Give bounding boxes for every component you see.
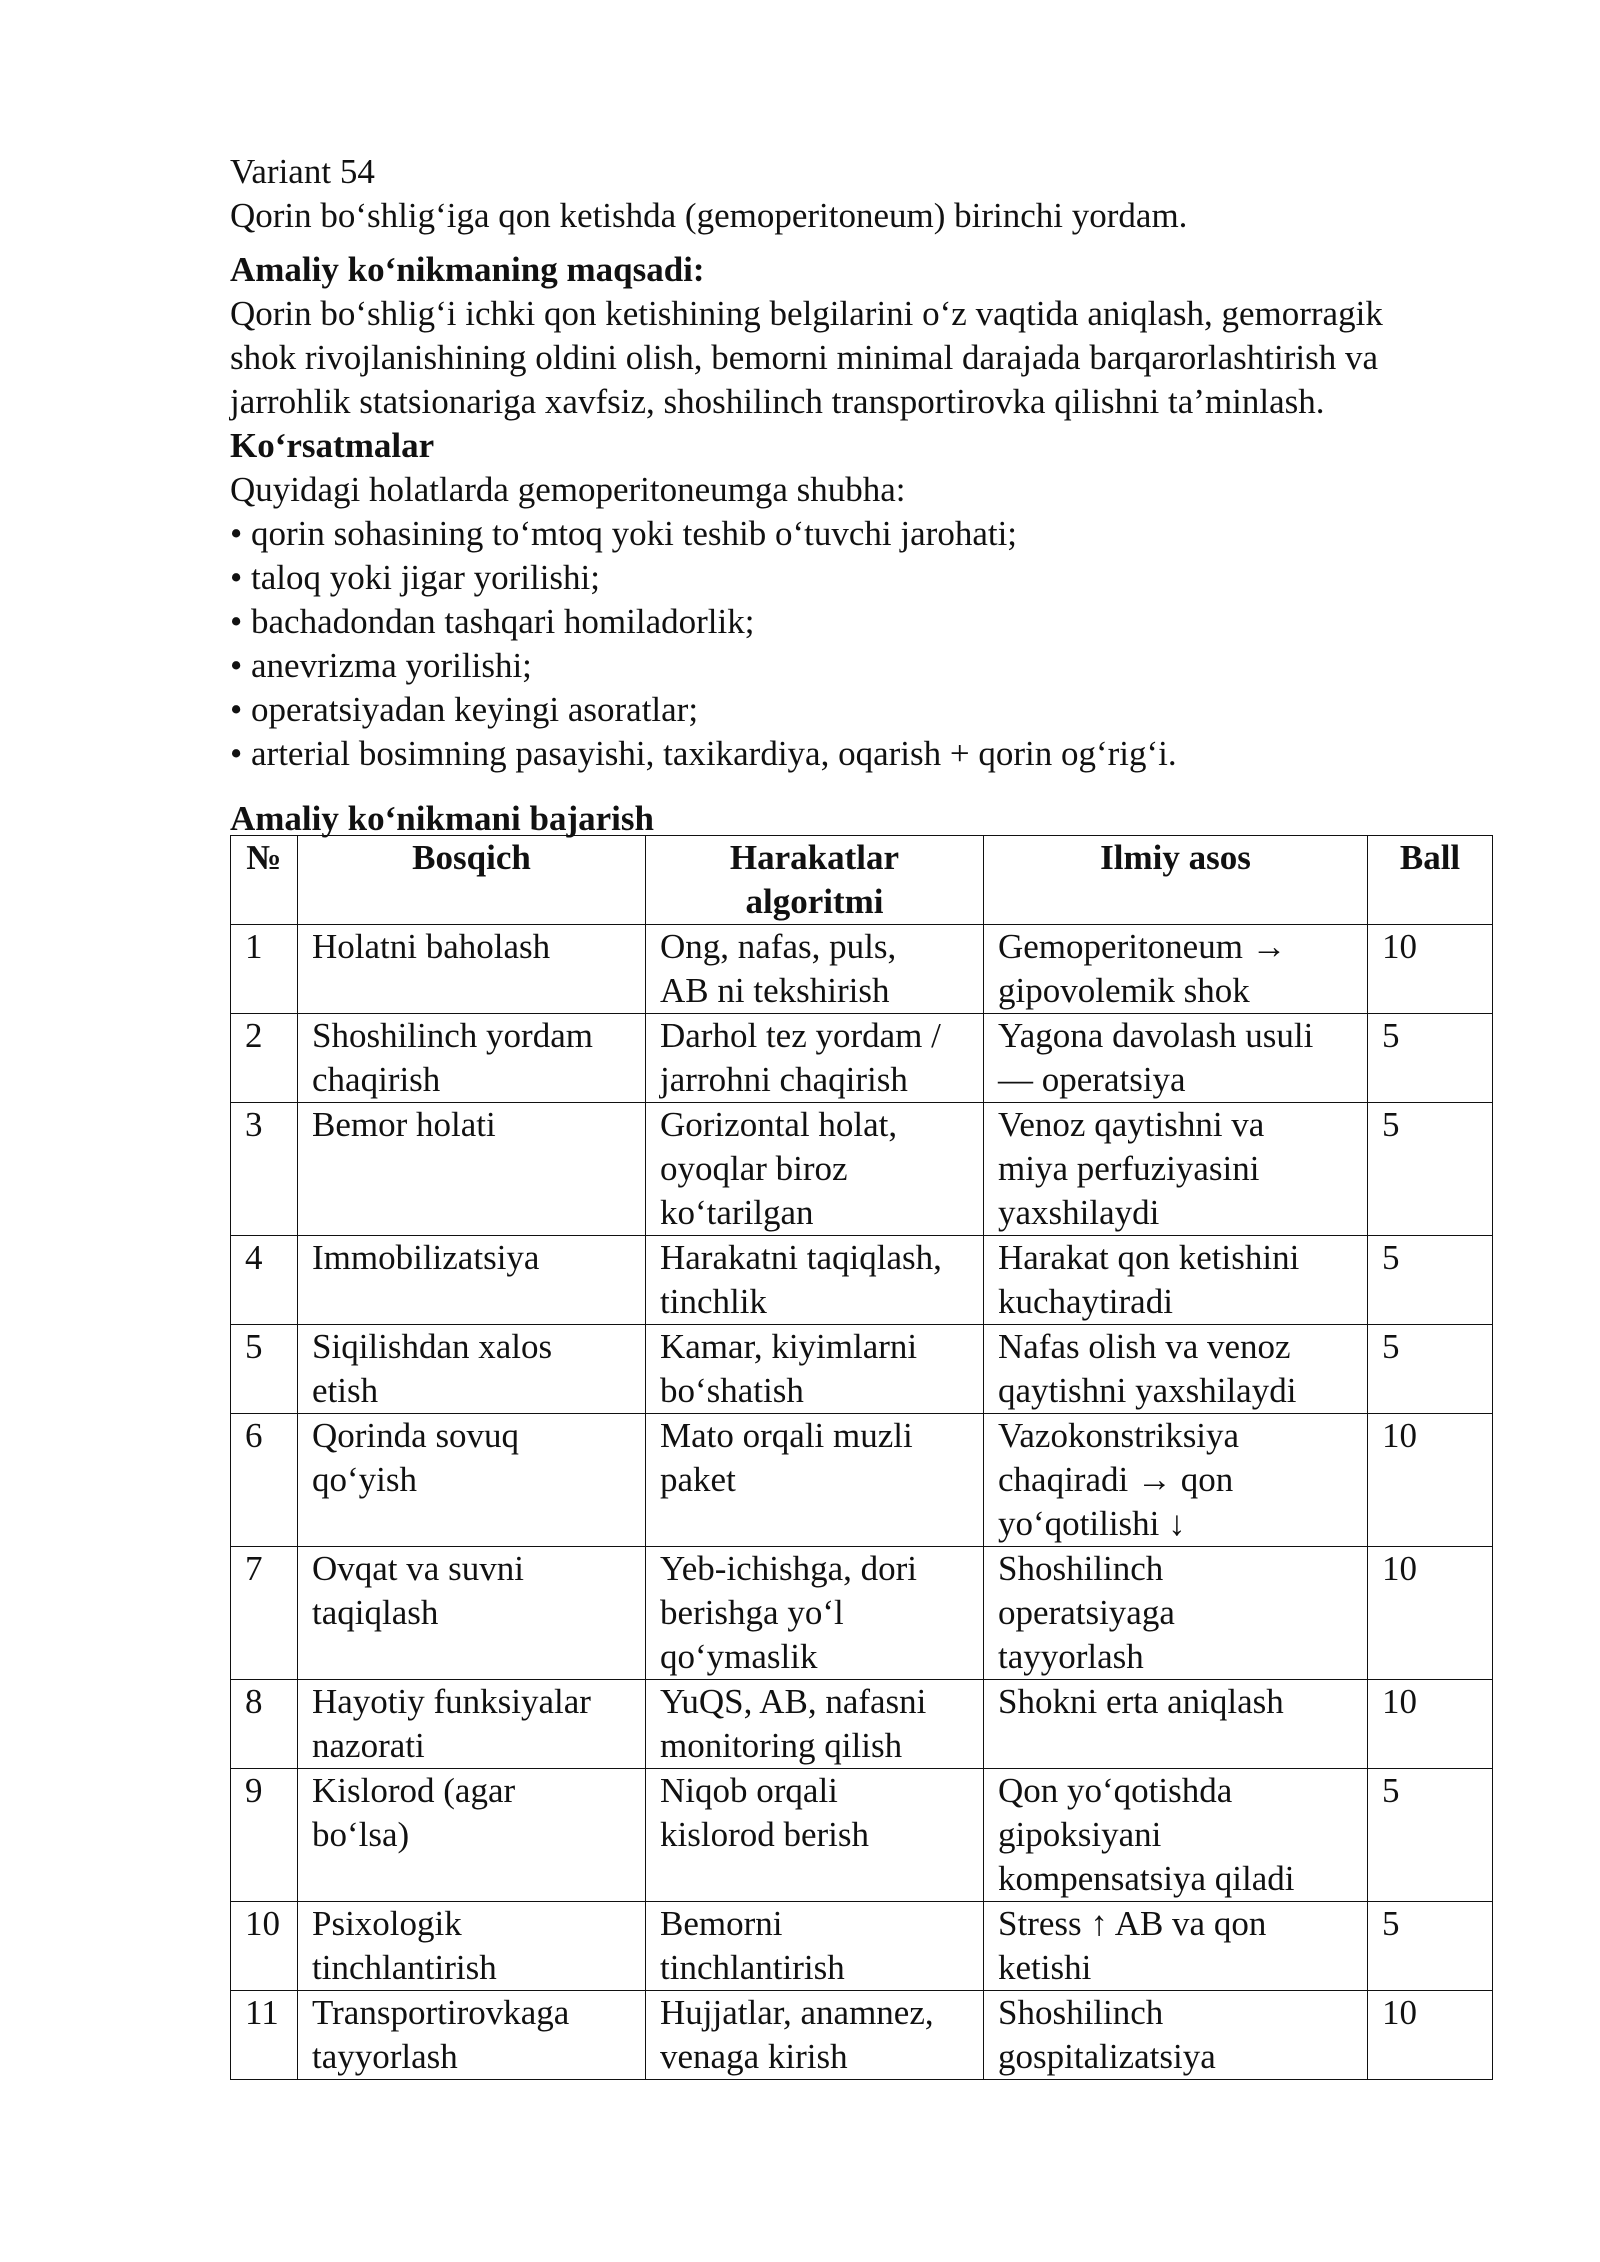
cell-basis (984, 1902, 1368, 1991)
cell-basis-line: yaxshilaydi (998, 1193, 1160, 1232)
cell-action-line: Yeb-ichishga, dori (660, 1549, 917, 1588)
cell-action-line: Ong, nafas, puls, (660, 927, 897, 966)
table-row (231, 1325, 1493, 1414)
cell-action-line: AB ni tekshirish (660, 971, 890, 1010)
cell-stage-line: Immobilizatsiya (312, 1238, 540, 1277)
cell-stage (298, 925, 646, 1014)
cell-action (646, 1769, 984, 1902)
cell-action-line: berishga yo‘l (660, 1593, 844, 1632)
cell-action (646, 925, 984, 1014)
cell-basis (984, 1236, 1368, 1325)
cell-stage-line: taqiqlash (312, 1593, 439, 1632)
header-algorithm-line: algoritmi (745, 882, 884, 921)
cell-basis-line: Shokni erta aniqlash (998, 1682, 1284, 1721)
cell-stage (298, 1902, 646, 1991)
list-item: • anevrizma yorilishi; (230, 646, 532, 685)
table-row (231, 1014, 1493, 1103)
header-score: Ball (1368, 836, 1493, 925)
cell-score: 10 (1368, 1414, 1493, 1547)
list-item: • qorin sohasining to‘mtoq yoki teshib o‘tuvchi jarohati; (230, 514, 1018, 553)
cell-stage (298, 1769, 646, 1902)
table-body (231, 925, 1493, 2080)
cell-score: 5 (1368, 1325, 1493, 1414)
cell-stage-line: Hayotiy funksiyalar (312, 1682, 591, 1721)
cell-num: 8 (231, 1680, 298, 1769)
document-page (230, 150, 1490, 2080)
cell-basis-line: ketishi (998, 1948, 1092, 1987)
cell-action (646, 1325, 984, 1414)
cell-action-line: qo‘ymaslik (660, 1637, 818, 1676)
cell-action (646, 1014, 984, 1103)
cell-basis (984, 1547, 1368, 1680)
cell-num: 5 (231, 1325, 298, 1414)
cell-action-line: tinchlantirish (660, 1948, 845, 1987)
cell-basis-line: miya perfuziyasini (998, 1149, 1260, 1188)
cell-action (646, 1902, 984, 1991)
cell-score: 5 (1368, 1236, 1493, 1325)
cell-action-line: Darhol tez yordam / (660, 1016, 941, 1055)
cell-stage (298, 1991, 646, 2080)
cell-basis-line: Qon yo‘qotishda (998, 1771, 1233, 1810)
cell-stage-line: Psixologik (312, 1904, 462, 1943)
cell-action-line: monitoring qilish (660, 1726, 903, 1765)
cell-basis-line: — operatsiya (998, 1060, 1186, 1099)
cell-basis-line: tayyorlash (998, 1637, 1144, 1676)
cell-basis (984, 1325, 1368, 1414)
table-row (231, 1680, 1493, 1769)
cell-stage-line: etish (312, 1371, 379, 1410)
table-row (231, 1769, 1493, 1902)
cell-action-line: bo‘shatish (660, 1371, 804, 1410)
cell-stage-line: Qorinda sovuq (312, 1416, 520, 1455)
cell-action (646, 1680, 984, 1769)
indications-heading: Ko‘rsatmalar (230, 426, 435, 465)
cell-stage-line: tinchlantirish (312, 1948, 497, 1987)
cell-basis (984, 1014, 1368, 1103)
cell-stage-line: Bemor holati (312, 1105, 496, 1144)
list-item: • bachadondan tashqari homiladorlik; (230, 602, 755, 641)
cell-basis-line: qaytishni yaxshilaydi (998, 1371, 1297, 1410)
cell-basis-line: Shoshilinch (998, 1993, 1164, 2032)
cell-basis-line: yo‘qotilishi ↓ (998, 1504, 1186, 1543)
cell-action-line: paket (660, 1460, 736, 1499)
cell-basis-line: gipoksiyani (998, 1815, 1162, 1854)
list-item: • taloq yoki jigar yorilishi; (230, 558, 600, 597)
table-header-row (231, 836, 1493, 925)
header-algorithm (646, 836, 984, 925)
cell-action-line: YuQS, AB, nafasni (660, 1682, 927, 1721)
topic-title: Qorin bo‘shlig‘iga qon ketishda (gemoperitoneum) birinchi yordam. (230, 196, 1188, 235)
cell-basis (984, 925, 1368, 1014)
cell-basis-line: Shoshilinch (998, 1549, 1164, 1588)
cell-score: 10 (1368, 1680, 1493, 1769)
cell-basis-line: Nafas olish va venoz (998, 1327, 1291, 1366)
header-num: № (231, 836, 298, 925)
cell-num: 7 (231, 1547, 298, 1680)
cell-action-line: jarrohni chaqirish (660, 1060, 908, 1099)
table-row (231, 925, 1493, 1014)
cell-action-line: tinchlik (660, 1282, 767, 1321)
table-row (231, 1414, 1493, 1547)
cell-action-line: Harakatni taqiqlash, (660, 1238, 942, 1277)
cell-action-line: venaga kirish (660, 2037, 848, 2076)
cell-score: 5 (1368, 1103, 1493, 1236)
cell-basis (984, 1103, 1368, 1236)
cell-basis-line: Harakat qon ketishini (998, 1238, 1300, 1277)
cell-action-line: Bemorni (660, 1904, 783, 1943)
cell-num: 1 (231, 925, 298, 1014)
cell-stage (298, 1103, 646, 1236)
cell-action-line: Niqob orqali (660, 1771, 838, 1810)
cell-num: 9 (231, 1769, 298, 1902)
cell-stage (298, 1236, 646, 1325)
cell-stage (298, 1414, 646, 1547)
cell-action-line: kislorod berish (660, 1815, 870, 1854)
cell-action-line: Kamar, kiyimlarni (660, 1327, 918, 1366)
cell-basis (984, 1769, 1368, 1902)
list-item: • arterial bosimning pasayishi, taxikardiya, oqarish + qorin og‘rig‘i. (230, 734, 1177, 773)
goal-text (230, 292, 1490, 424)
header-algorithm-line: Harakatlar (729, 838, 900, 877)
cell-num: 2 (231, 1014, 298, 1103)
cell-score: 10 (1368, 1547, 1493, 1680)
variant-label: Variant 54 (230, 152, 375, 191)
cell-action (646, 1991, 984, 2080)
cell-basis (984, 1414, 1368, 1547)
table-row (231, 1547, 1493, 1680)
cell-basis-line: Gemoperitoneum → (998, 927, 1287, 966)
cell-score: 5 (1368, 1014, 1493, 1103)
cell-action-line: Hujjatlar, anamnez, (660, 1993, 934, 2032)
procedure-table (230, 835, 1493, 2080)
indications-list (230, 512, 1490, 776)
cell-basis-line: gipovolemik shok (998, 971, 1250, 1010)
cell-basis-line: operatsiyaga (998, 1593, 1175, 1632)
cell-action (646, 1103, 984, 1236)
cell-action (646, 1236, 984, 1325)
cell-stage-line: Ovqat va suvni (312, 1549, 524, 1588)
cell-stage-line: nazorati (312, 1726, 425, 1765)
table-title: Amaliy ko‘nikmani bajarish (230, 799, 654, 838)
cell-num: 11 (231, 1991, 298, 2080)
cell-basis-line: Stress ↑ AB va qon (998, 1904, 1267, 1943)
cell-score: 5 (1368, 1769, 1493, 1902)
cell-stage-line: Shoshilinch yordam (312, 1016, 593, 1055)
cell-basis (984, 1991, 1368, 2080)
cell-stage-line: Siqilishdan xalos (312, 1327, 553, 1366)
header-basis: Ilmiy asos (984, 836, 1368, 925)
cell-num: 10 (231, 1902, 298, 1991)
cell-action-line: Gorizontal holat, (660, 1105, 898, 1144)
cell-action-line: Mato orqali muzli (660, 1416, 913, 1455)
cell-score: 10 (1368, 925, 1493, 1014)
cell-num: 6 (231, 1414, 298, 1547)
cell-score: 10 (1368, 1991, 1493, 2080)
goal-line: jarrohlik statsionariga xavfsiz, shoshilinch transportirovka qilishni ta’minlash. (230, 382, 1325, 421)
cell-basis-line: Vazokonstriksiya (998, 1416, 1240, 1455)
cell-stage (298, 1680, 646, 1769)
cell-num: 3 (231, 1103, 298, 1236)
cell-basis-line: chaqiradi → qon (998, 1460, 1234, 1499)
cell-stage-line: Holatni baholash (312, 927, 551, 966)
table-row (231, 1991, 1493, 2080)
cell-stage-line: qo‘yish (312, 1460, 417, 1499)
cell-stage (298, 1325, 646, 1414)
cell-score: 5 (1368, 1902, 1493, 1991)
cell-action (646, 1414, 984, 1547)
cell-action-line: ko‘tarilgan (660, 1193, 814, 1232)
cell-stage-line: Transportirovkaga (312, 1993, 570, 2032)
cell-stage (298, 1014, 646, 1103)
cell-stage-line: chaqirish (312, 1060, 441, 1099)
cell-stage (298, 1547, 646, 1680)
table-row (231, 1902, 1493, 1991)
list-item: • operatsiyadan keyingi asoratlar; (230, 690, 699, 729)
goal-line: shok rivojlanishining oldini olish, bemorni minimal darajada barqarorlashtirish va (230, 338, 1378, 377)
cell-stage-line: tayyorlash (312, 2037, 458, 2076)
cell-stage-line: Kislorod (agar (312, 1771, 516, 1810)
table-row (231, 1103, 1493, 1236)
cell-action (646, 1547, 984, 1680)
cell-stage-line: bo‘lsa) (312, 1815, 410, 1854)
cell-basis-line: kuchaytiradi (998, 1282, 1173, 1321)
table-row (231, 1236, 1493, 1325)
cell-basis (984, 1680, 1368, 1769)
cell-basis-line: gospitalizatsiya (998, 2037, 1216, 2076)
goal-line: Qorin bo‘shlig‘i ichki qon ketishining belgilarini o‘z vaqtida aniqlash, gemorragik (230, 294, 1383, 333)
indications-intro: Quyidagi holatlarda gemoperitoneumga shubha: (230, 470, 906, 509)
cell-basis-line: Venoz qaytishni va (998, 1105, 1265, 1144)
goal-heading: Amaliy ko‘nikmaning maqsadi: (230, 250, 705, 289)
cell-num: 4 (231, 1236, 298, 1325)
header-stage: Bosqich (298, 836, 646, 925)
cell-basis-line: Yagona davolash usuli (998, 1016, 1314, 1055)
cell-basis-line: kompensatsiya qiladi (998, 1859, 1295, 1898)
cell-action-line: oyoqlar biroz (660, 1149, 848, 1188)
